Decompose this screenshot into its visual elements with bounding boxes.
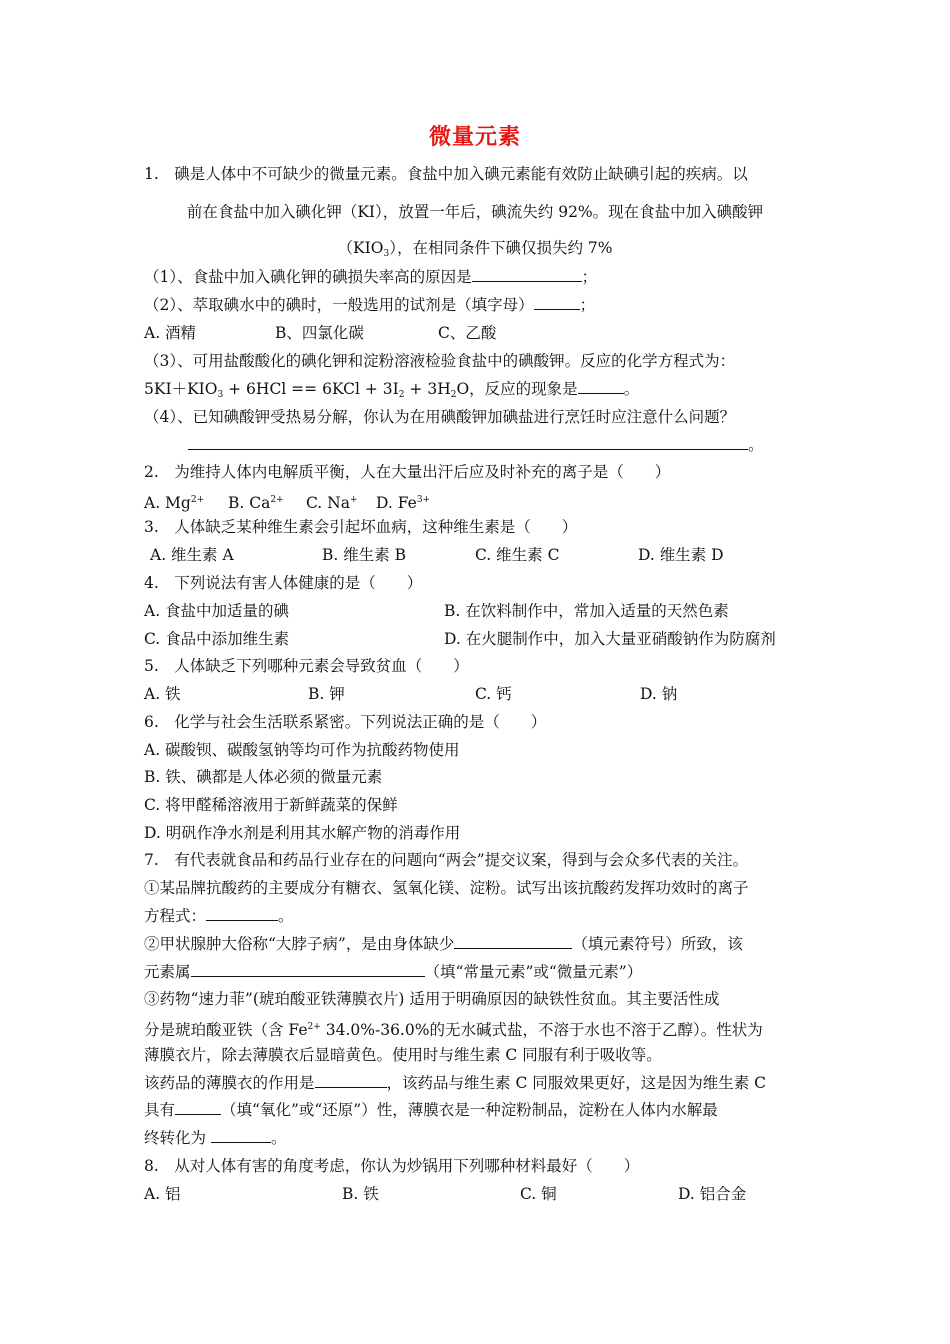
answer-blank[interactable] [454, 934, 572, 949]
q7-sub-1-line-2: 方程式： 。 [144, 907, 294, 925]
option-c: C. 维生素 C [475, 546, 560, 564]
option-d: D. 钠 [640, 685, 678, 703]
q7-sub-3-line-1: ③药物“速力菲”(琥珀酸亚铁薄膜衣片) 适用于明确原因的缺铁性贫血。其主要活性成 [144, 990, 720, 1008]
option-c: C. 将甲醛稀溶液用于新鲜蔬菜的保鲜 [144, 796, 398, 814]
page-title: 微量元素 [428, 124, 521, 150]
option-b: B、四氯化碳 [275, 324, 364, 342]
option-d: D. 明矾作净水剂是利用其水解产物的消毒作用 [144, 824, 461, 842]
answer-blank[interactable] [211, 1128, 271, 1143]
q7-sub-3-line-3: 薄膜衣片，除去薄膜衣后显暗黄色。使用时与维生素 C 同服有利于吸收等。 [144, 1046, 662, 1064]
q6-stem: 6. 化学与社会生活联系紧密。下列说法正确的是（ ） [144, 713, 547, 731]
q1-part-4-answer: 。 [188, 435, 764, 455]
option-a: A. $Mg^{2+}$ [144, 494, 205, 512]
answer-blank[interactable] [472, 267, 582, 282]
q7-sub-2-line-1: ②甲状腺肿大俗称“大脖子病”，是由身体缺少 （填元素符号）所致，该 [144, 935, 743, 953]
option-b: B. 钾 [308, 685, 345, 703]
answer-blank[interactable] [191, 962, 425, 977]
answer-blank[interactable] [534, 295, 580, 310]
q8-stem: 8. 从对人体有害的角度考虑，你认为炒锅用下列哪种材料最好（ ） [144, 1157, 640, 1175]
answer-blank[interactable] [315, 1073, 387, 1088]
q7-sub-1-line-1: ①某品牌抗酸药的主要成分有糖衣、氢氧化镁、淀粉。试写出该抗酸药发挥功效时的离子 [144, 879, 749, 897]
option-a: A. 维生素 A [150, 546, 234, 564]
option-a: A. 铝 [144, 1185, 181, 1203]
answer-blank[interactable] [206, 906, 278, 921]
q1-intro-line-1: 1. 碘是人体中不可缺少的微量元素。食盐中加入碘元素能有效防止缺碘引起的疾病。以 [144, 165, 748, 183]
option-c: C. 钙 [475, 685, 512, 703]
option-c: C. Na+ [306, 494, 358, 512]
option-b: B. 铁 [342, 1185, 379, 1203]
option-b: B. $Ca^{2+}$ [228, 494, 284, 512]
q1-intro-line-3: $(KIO_3)$，在相同条件下碘仅损失约 7% [337, 239, 613, 259]
option-c: C. 铜 [520, 1185, 557, 1203]
q7-stem: 7. 有代表就食品和药品行业存在的问题向“两会”提交议案，得到与会众多代表的关注。 [144, 851, 749, 869]
q7-sub-3-line-5: 具有 （填“氧化”或“还原”）性，薄膜衣是一种淀粉制品，淀粉在人体内水解最 [144, 1101, 718, 1119]
q7-sub-3-line-4: 该药品的薄膜衣的作用是 ，该药品与维生素 C 同服效果更好，这是因为维生素 C [144, 1074, 767, 1092]
answer-blank[interactable] [188, 435, 748, 450]
option-b: B. 维生素 B [322, 546, 407, 564]
option-a: A. 酒精 [144, 324, 197, 342]
q1-part-3: （3）、可用盐酸酸化的碘化钾和淀粉溶液检验食盐中的碘酸钾。反应的化学方程式为： [144, 352, 736, 370]
option-b: B. 在饮料制作中，常加入适量的天然色素 [444, 602, 729, 620]
option-c: C、乙酸 [438, 324, 497, 342]
q1-part-4: （4）、已知碘酸钾受热易分解，你认为在用碘酸钾加碘盐进行烹饪时应注意什么问题？ [144, 408, 736, 426]
option-d: D. $Fe^{3+}$ [376, 494, 431, 512]
option-b: B. 铁、碘都是人体必须的微量元素 [144, 768, 383, 786]
q7-sub-3-line-6: 终转化为 。 [144, 1129, 287, 1147]
q1-part-1: （1）、食盐中加入碘化钾的碘损失率高的原因是 ； [144, 268, 598, 286]
q7-sub-3-line-2: 分是琥珀酸亚铁（含 $Fe^{2+}$ 34.0%-36.0%的无水碱式盐，不溶于水也不溶于乙醇）。性状为 [144, 1021, 763, 1039]
option-a: A. 碳酸钡、碳酸氢钠等均可作为抗酸药物使用 [144, 741, 460, 759]
option-a: A. 食盐中加适量的碘 [144, 602, 290, 620]
q1-intro-line-2: 前在食盐中加入碘化钾（KI），放置一年后，碘流失约 92%。现在食盐中加入碘酸钾 [186, 203, 764, 221]
option-d: D. 维生素 D [638, 546, 724, 564]
option-d: D. 在火腿制作中，加入大量亚硝酸钠作为防腐剂 [444, 630, 776, 648]
option-c: C. 食品中添加维生素 [144, 630, 290, 648]
option-d: D. 铝合金 [678, 1185, 747, 1203]
q5-stem: 5. 人体缺乏下列哪种元素会导致贫血（ ） [144, 657, 469, 675]
answer-blank[interactable] [578, 379, 624, 394]
q1-part-2: （2）、萃取碘水中的碘时，一般选用的试剂是（填字母） ； [144, 296, 596, 314]
q1-equation: $5KI+KIO_3 + 6HCl == 6KCl + 3I_2 + 3H_2O$，反应的现象是 。 [144, 380, 640, 400]
q7-sub-2-line-2: 元素属 （填“常量元素”或“微量元素”） [144, 963, 643, 981]
answer-blank[interactable] [175, 1100, 221, 1115]
q3-stem: 3. 人体缺乏某种维生素会引起坏血病，这种维生素是（ ） [144, 518, 578, 536]
q2-stem: 2. 为维持人体内电解质平衡，人在大量出汗后应及时补充的离子是（ ） [144, 463, 671, 481]
option-a: A. 铁 [144, 685, 181, 703]
q4-stem: 4. 下列说法有害人体健康的是（ ） [144, 574, 423, 592]
